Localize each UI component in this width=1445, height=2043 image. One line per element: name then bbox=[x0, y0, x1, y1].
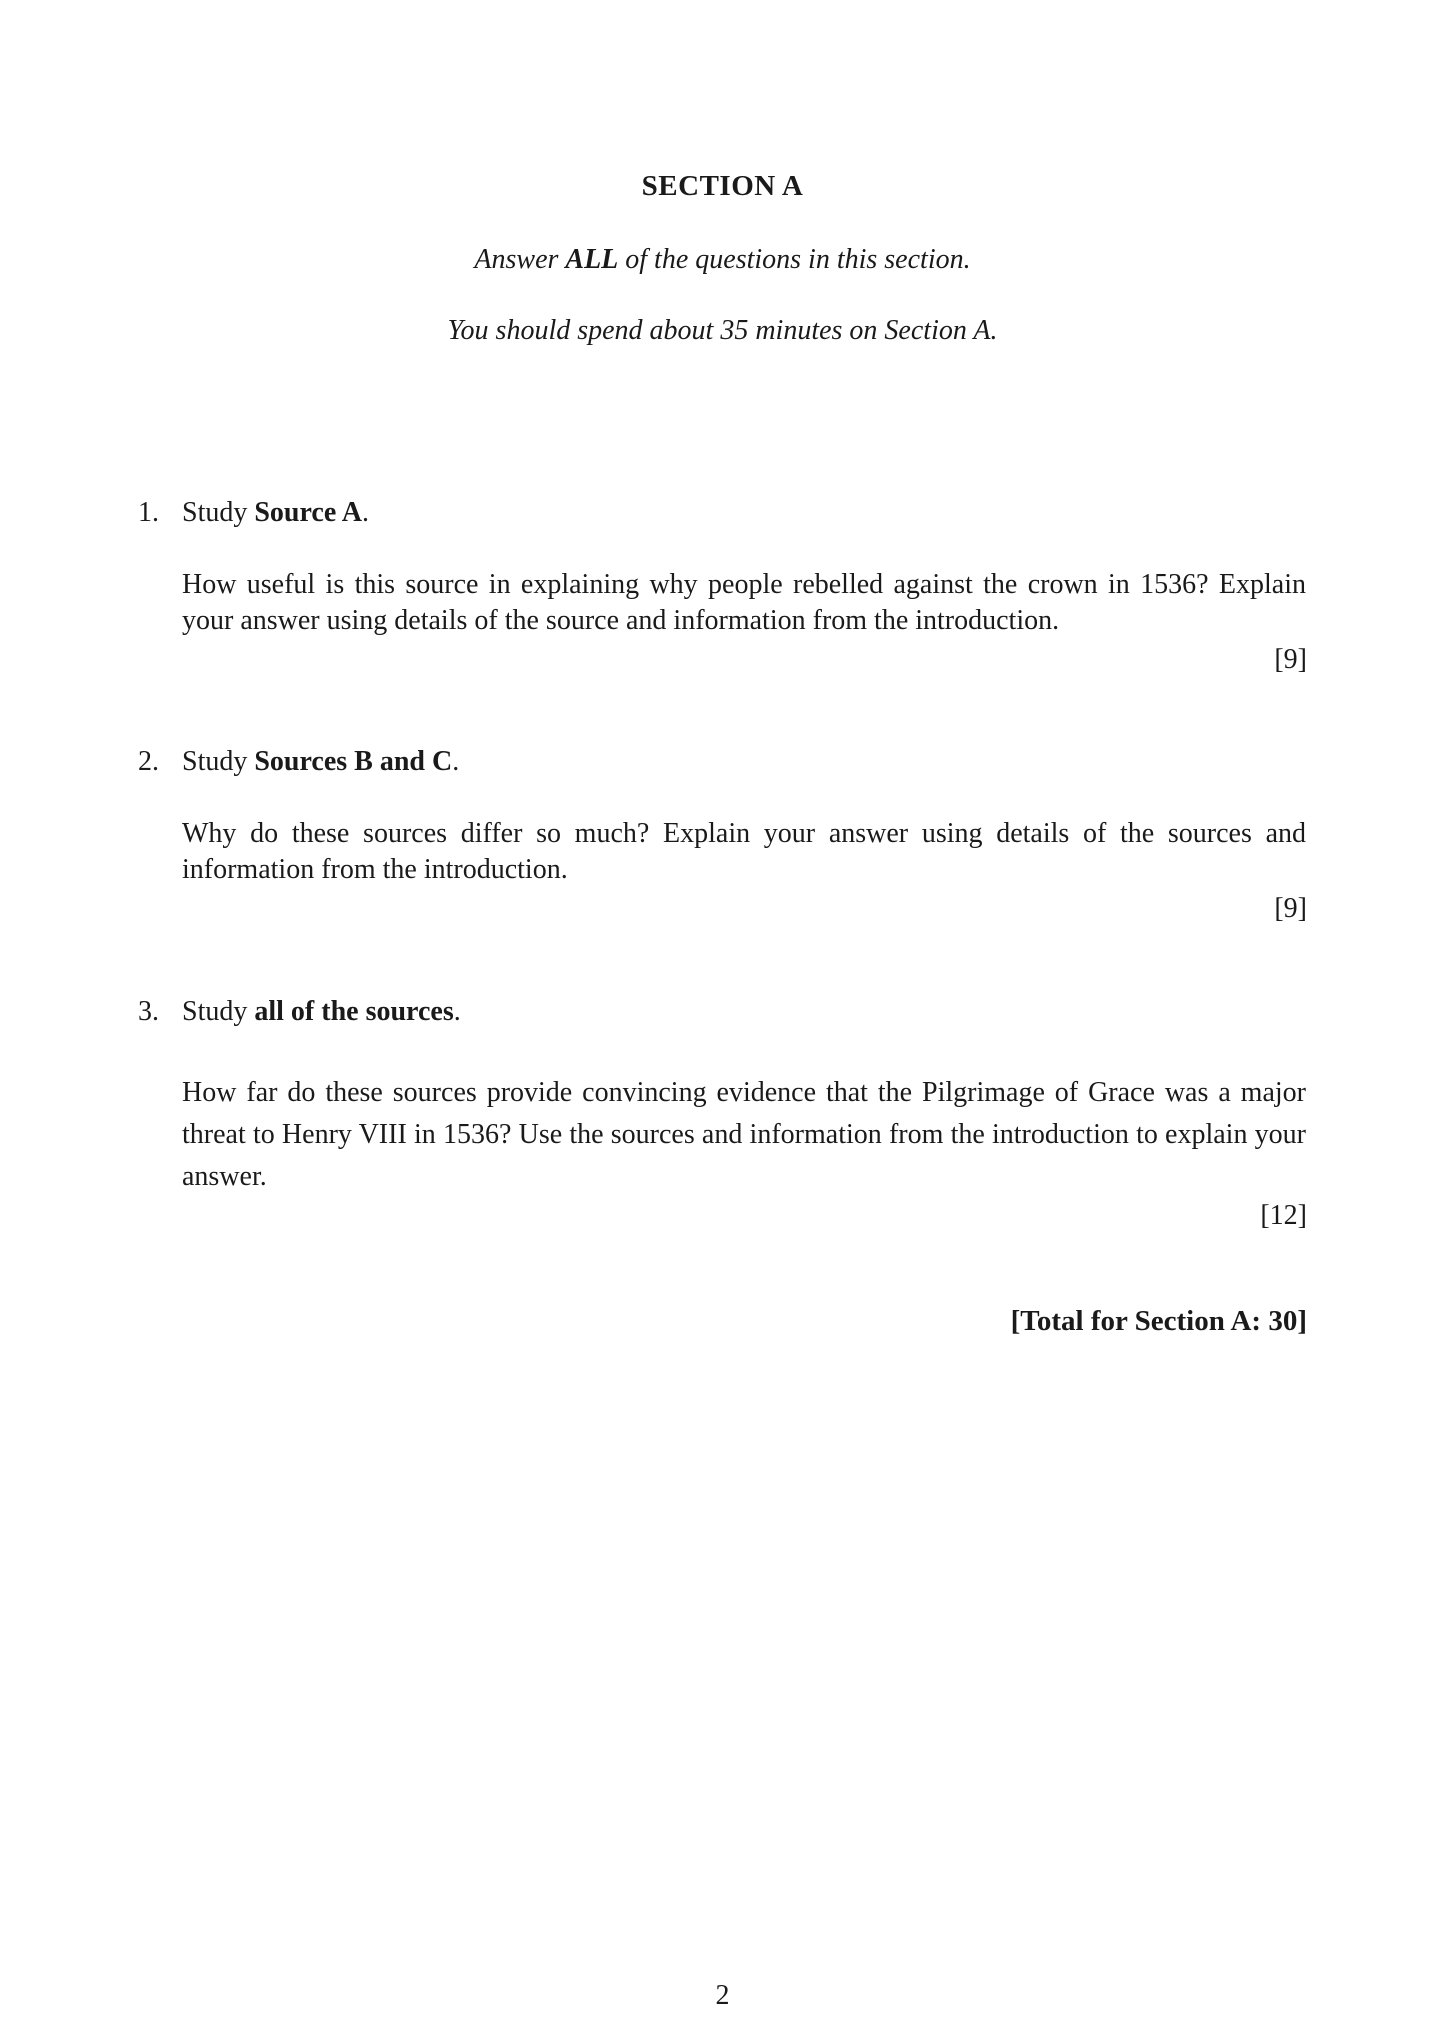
question-number: 3. bbox=[138, 996, 159, 1027]
page-number: 2 bbox=[715, 1980, 730, 2011]
question-lead-bold: all of the sources bbox=[254, 996, 454, 1027]
question-marks: [9] bbox=[1274, 893, 1307, 924]
section-heading: SECTION A bbox=[641, 170, 804, 202]
question-lead-post: . bbox=[453, 996, 461, 1027]
instruction-bold: ALL bbox=[565, 244, 619, 275]
question-lead bbox=[182, 746, 459, 778]
time-note: You should spend about 35 minutes on Section A. bbox=[447, 315, 998, 346]
question-lead-pre: Study bbox=[182, 996, 255, 1027]
question-number: 1. bbox=[138, 497, 159, 528]
question-text: How far do these sources provide convincing evidence that the Pilgrimage of Grace was a major threat to Henry VIII in 1536? Use the sources and information from the introduction to explain your answer. bbox=[182, 1077, 1306, 1192]
instruction-pre: Answer bbox=[474, 244, 566, 275]
section-total: [Total for Section A: 30] bbox=[1010, 1305, 1307, 1337]
question-marks: [12] bbox=[1260, 1200, 1307, 1231]
question-lead-bold: Source A bbox=[254, 497, 362, 528]
question-lead-pre: Study bbox=[182, 746, 255, 777]
question-lead-post: . bbox=[452, 746, 460, 777]
question-text: How useful is this source in explaining why people rebelled against the crown in 1536? Explain your answer using details of the source and information from the introduction. bbox=[182, 569, 1306, 636]
question-number: 2. bbox=[138, 746, 159, 777]
question-lead-bold: Sources B and C bbox=[254, 746, 453, 777]
question-marks: [9] bbox=[1274, 644, 1307, 675]
instruction-post: of the questions in this section. bbox=[618, 244, 971, 275]
question-lead bbox=[182, 497, 369, 529]
question-lead bbox=[182, 996, 461, 1028]
section-instruction bbox=[0, 244, 1445, 276]
question-lead-pre: Study bbox=[182, 497, 255, 528]
question-lead-post: . bbox=[361, 497, 369, 528]
question-text: Why do these sources differ so much? Explain your answer using details of the sources and information from the introduction. bbox=[182, 818, 1306, 885]
